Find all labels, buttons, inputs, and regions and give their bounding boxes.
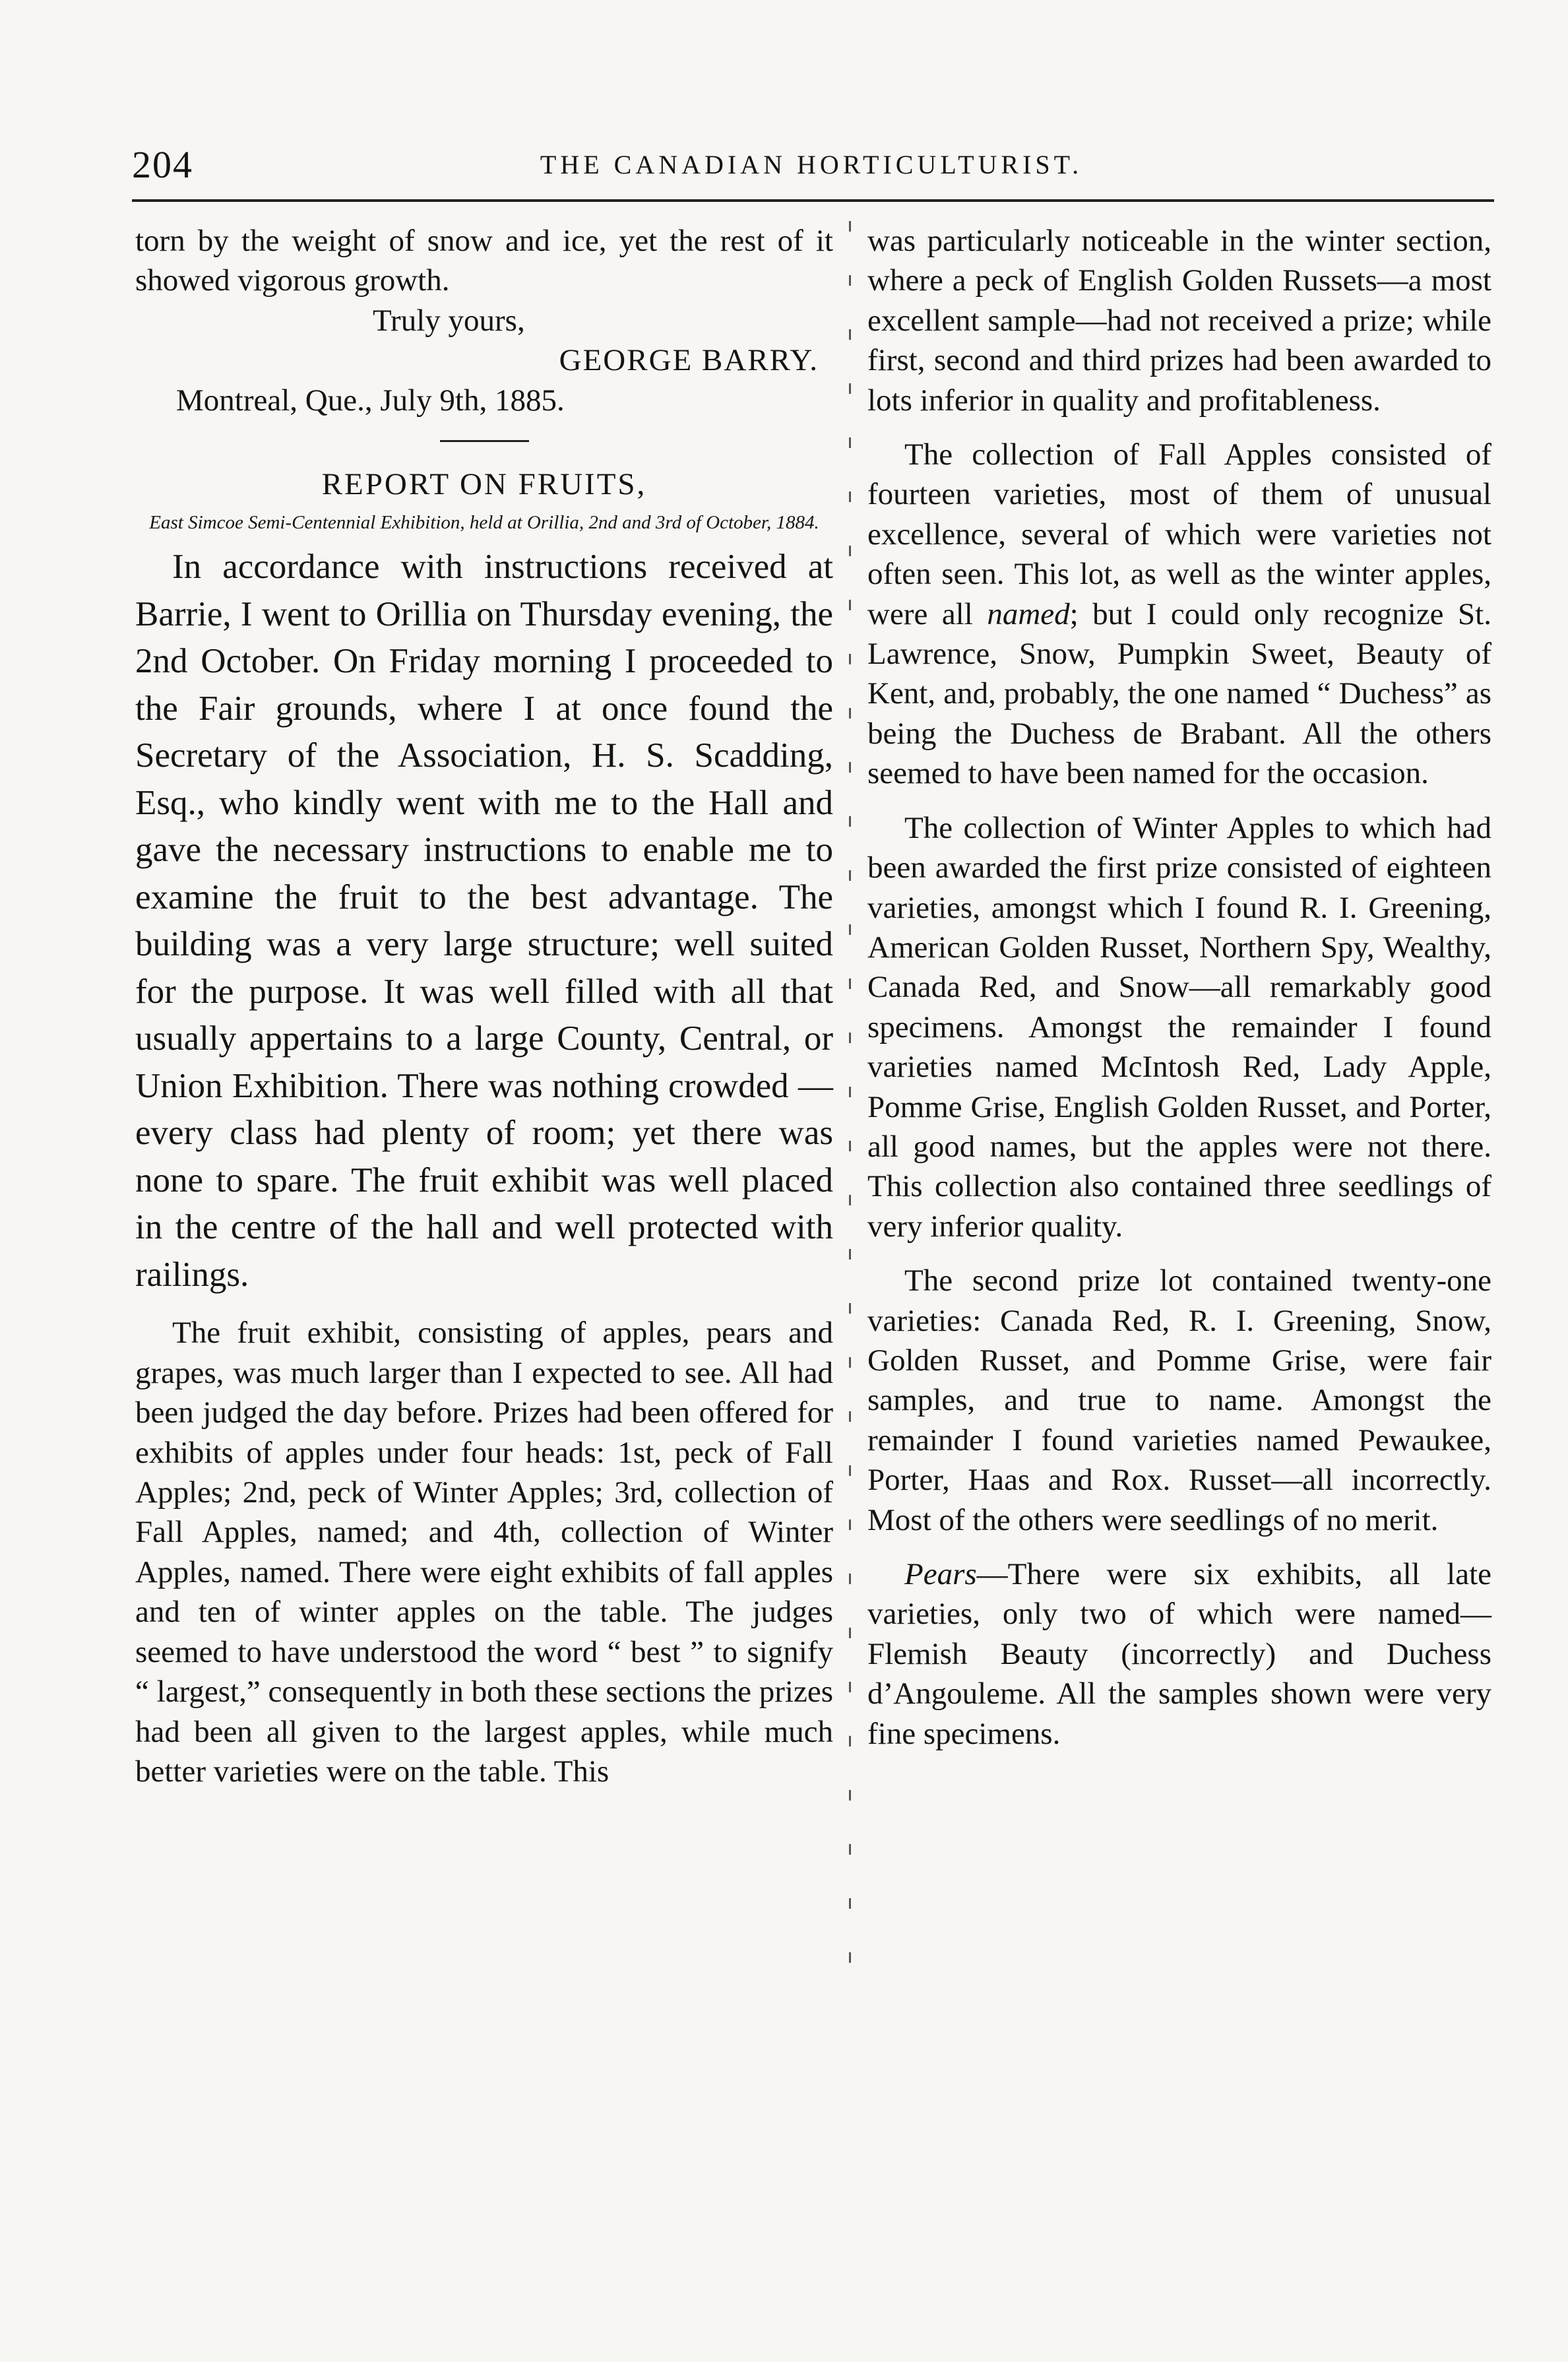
pears-heading: Pears [904,1557,977,1591]
running-title: THE CANADIAN HORTICULTURIST. [540,150,1083,179]
letter-dateline: Montreal, Que., July 9th, 1885. [176,383,565,418]
paragraph-4-part-a: The collection of Fall Apples consisted of fourteen varieties, most of them of unusual excellence, several of which were varieties not often seen. This lot, as well as the winter apples, were all [867,437,1491,631]
report-paragraph-7 [867,1554,1491,1754]
report-paragraph-4 [867,435,1491,794]
report-paragraph-1: In accordance with instructions received at Barrie, I went to Orillia on Thursday evening, the 2nd October. On Friday morning I proceeded to the Fair grounds, where I at once found the Secretary of the Association, H. S. Scadding, Esq., who kindly went with me to the Hall and gave the necessary instructions to enable me to examine the fruit to the best advantage. The building was a very large structure; well suited for the purpose. It was well filled with all that usually appertains to a large County, Central, or Union Exhibition. There was nothing crowded — every class had plenty of room; yet there was none to spare. The fruit exhibit was well placed in the centre of the hall and well protected with railings. [135,548,833,1294]
right-column [867,221,1491,1754]
report-heading: REPORT ON FRUITS, [321,467,647,502]
header-rule [132,199,1494,202]
report-paragraph-6: The second prize lot contained twenty-one varieties: Canada Red, R. I. Greening, Snow, Golden Russet, and Pomme Grise, were fair samples, and true to name. Amongst the remainder I found varieties named Pewaukee, Porter, Haas and Rox. Russet—all incorrectly. Most of the others were seedlings of no merit. [867,1263,1491,1537]
letter-signature: GEORGE BARRY. [559,343,819,378]
italic-named: named [987,596,1070,631]
pears-text: —There were six exhibits, all late varieties, only two of which were named—Flemish Beauty (incorrectly) and Duchess d’Angouleme. All the samples shown were very fine specimens. [867,1557,1491,1751]
report-paragraph-2: The fruit exhibit, consisting of apples, pears and grapes, was much larger than I expected to see. All had been judged the day before. Prizes had been offered for exhibits of apples under four heads: 1st, peck of Fall Apples; 2nd, peck of Winter Apples; 3rd, collection of Fall Apples, named; and 4th, collection of Winter Apples, named. There were eight exhibits of fall apples and ten of winter apples on the table. The judges seemed to have understood the word “ best ” to signify “ largest,” consequently in both these sections the prizes had been all given to the largest apples, while much better varieties were on the table. This [135,1316,833,1789]
report-subheading: East Simcoe Semi-Centennial Exhibition, held at Orillia, 2nd and 3rd of October, 1884. [149,512,819,534]
left-column [135,221,833,1791]
section-divider [440,440,529,442]
letter-ending: torn by the weight of snow and ice, yet the rest of it showed vigorous growth. [135,224,833,298]
column-divider [849,221,851,1963]
letter-closing: Truly yours, [373,303,525,338]
report-paragraph-5: The collection of Winter Apples to which had been awarded the first prize consisted of eighteen varieties, amongst which I found R. I. Greening, American Golden Russet, Northern Spy, Wealthy, Canada Red, and Snow—all remarkably good specimens. Amongst the remainder I found varieties named McIntosh Red, Lady Apple, Pomme Grise, English Golden Russet, and Porter, all good names, but the apples were not there. This collection also contained three seedlings of very inferior quality. [867,810,1491,1244]
report-paragraph-3: was particularly noticeable in the winter section, where a peck of English Golden Russets—a most excellent sample—had not received a prize; while first, second and third prizes had been awarded to lots inferior in quality and profitableness. [867,224,1491,418]
paragraph-4-part-b: ; but I could only recognize St. Lawrence, Snow, Pumpkin Sweet, Beauty of Kent, and, probably, the one named “ Duchess” as being the Duchess de Brabant. All the others seemed to have been named for the occasion. [867,596,1491,791]
page-header [132,132,1491,191]
page-number: 204 [132,143,193,186]
